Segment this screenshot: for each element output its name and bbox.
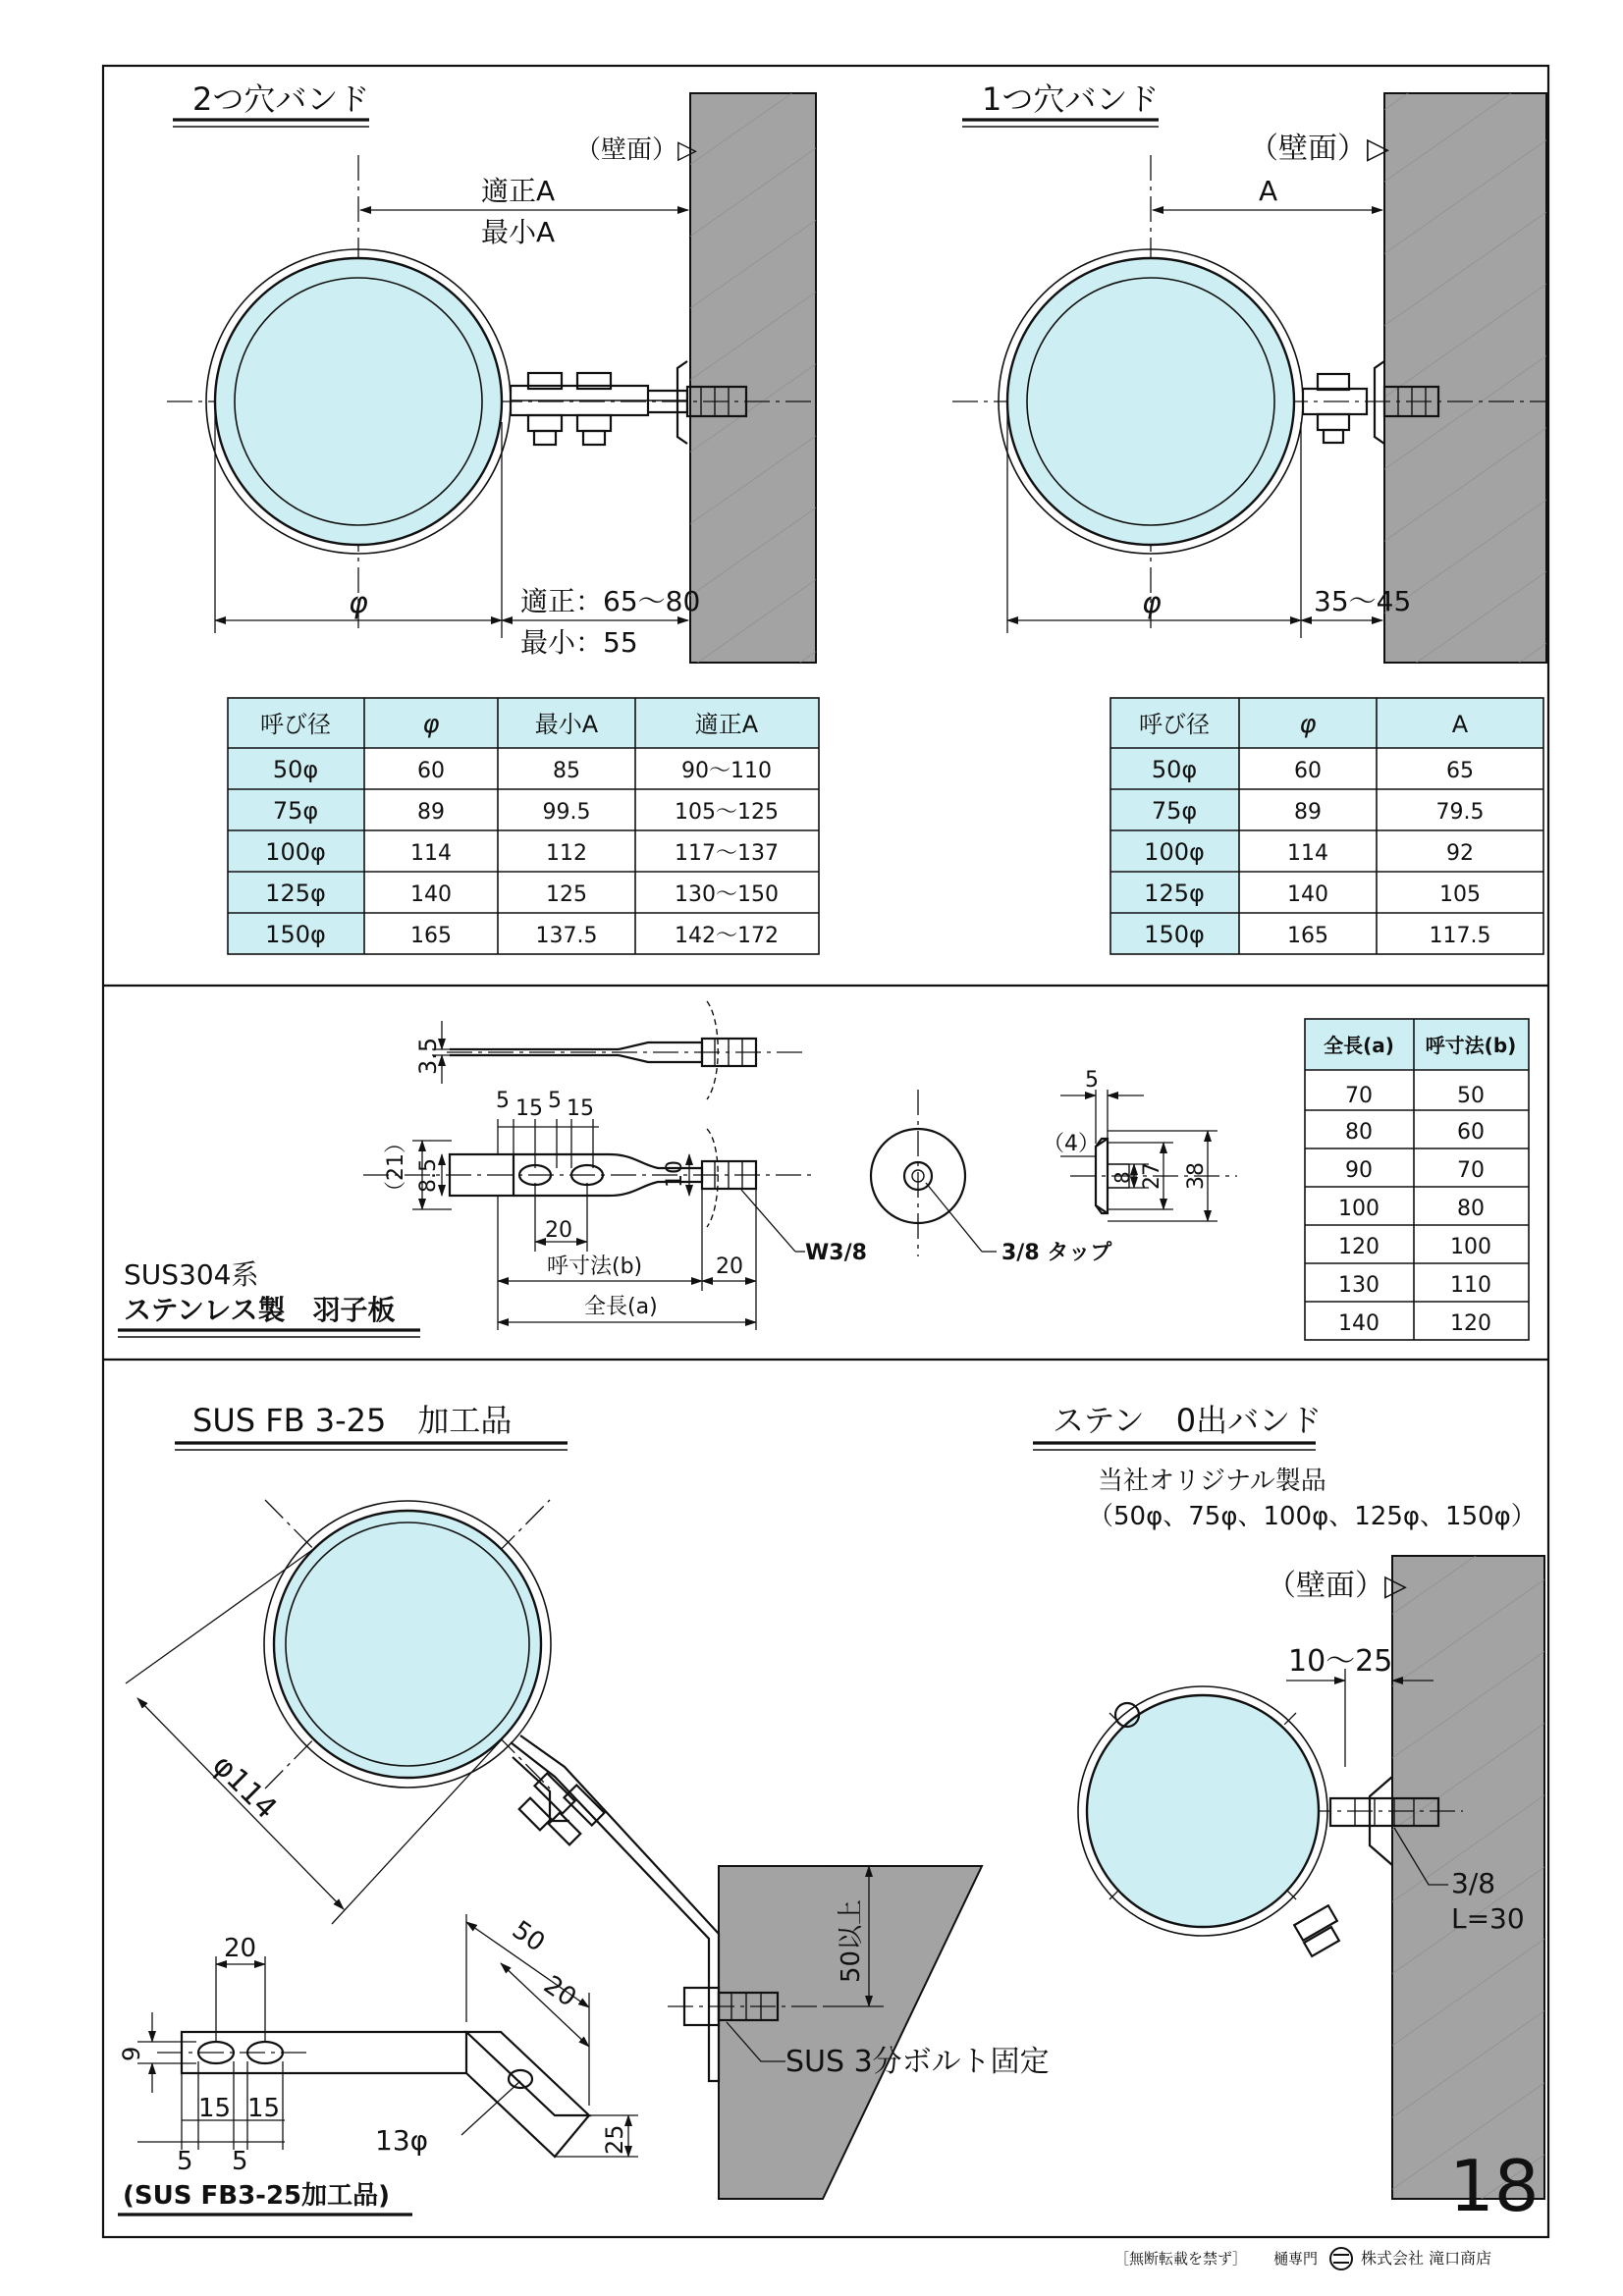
- one-hole-dim-a: A: [1259, 175, 1278, 207]
- wing-cell: 50: [1457, 1084, 1485, 1108]
- one-hole-cell: 105: [1439, 882, 1481, 907]
- one-hole-phi: φ: [1142, 586, 1162, 620]
- one-hole-cell: 150φ: [1144, 921, 1205, 948]
- two-hole-dim-a1: 適正A: [481, 175, 556, 207]
- zero-bolt-1: 3/8: [1451, 1867, 1496, 1899]
- wing-cell: 120: [1450, 1311, 1491, 1336]
- wing-tap: 3/8 タップ: [1001, 1241, 1112, 1265]
- one-hole-th-0: 呼び径: [1139, 711, 1210, 738]
- two-hole-gap1: 適正：65～80: [520, 585, 701, 617]
- wing-d-5b: 5: [548, 1089, 562, 1113]
- two-hole-cell: 60: [417, 759, 445, 783]
- one-hole-cell: 50φ: [1151, 756, 1198, 783]
- one-hole-cell: 65: [1446, 759, 1474, 783]
- fb-bolt: SUS 3分ボルト固定: [785, 2045, 1050, 2079]
- zero-band-drawing: [1033, 1402, 1544, 2199]
- wing-d-20b: 20: [716, 1255, 743, 1279]
- one-hole-cell: 165: [1287, 924, 1328, 948]
- one-hole-cell: 140: [1287, 882, 1328, 907]
- wing-material-1: SUS304系: [124, 1258, 259, 1291]
- one-hole-th-1: φ: [1299, 710, 1317, 739]
- fb-d20: 20: [224, 1934, 257, 1963]
- fb-d5a: 5: [177, 2147, 193, 2176]
- fb-pipe: [274, 1511, 541, 1778]
- two-hole-pipe: [215, 258, 502, 545]
- fb-caption: (SUS FB3-25加工品): [123, 2181, 391, 2211]
- two-hole-cell: 140: [410, 882, 452, 907]
- wing-plate-drawing: [118, 1001, 1529, 1340]
- fb-d15a: 15: [198, 2094, 232, 2123]
- fb-title: SUS FB 3-25 加工品: [192, 1402, 513, 1439]
- two-hole-cell: 130～150: [675, 882, 779, 907]
- wing-d-15a: 15: [515, 1096, 543, 1121]
- one-hole-gap: 35～45: [1314, 585, 1412, 617]
- wing-cell: 60: [1457, 1120, 1485, 1145]
- fb-drawing: [118, 1402, 1050, 2215]
- wing-cell: 80: [1457, 1197, 1485, 1221]
- two-hole-cell: 89: [417, 800, 445, 825]
- wing-n27: 27: [1140, 1162, 1164, 1190]
- two-hole-cell: 125: [546, 882, 587, 907]
- wing-th-0: 全長(a): [1324, 1034, 1394, 1057]
- one-hole-band-drawing: [952, 80, 1546, 954]
- two-hole-cell: 112: [546, 841, 587, 866]
- wing-n8: 8: [1110, 1171, 1134, 1184]
- wing-n4: （4）: [1043, 1132, 1100, 1156]
- two-hole-cell: 165: [410, 924, 452, 948]
- fb-d13: 13φ: [375, 2124, 429, 2157]
- wing-d-35: 3.5: [414, 1037, 442, 1075]
- two-hole-cell: 142～172: [675, 924, 779, 948]
- one-hole-table: [1110, 698, 1543, 954]
- fb-d50b: 50: [506, 1915, 551, 1958]
- wing-w38: W3/8: [805, 1241, 867, 1265]
- zero-wall-label: （壁面）▷: [1267, 1569, 1408, 1603]
- footer-specialty: 樋専門: [1273, 2250, 1319, 2268]
- one-hole-th-2: A: [1451, 711, 1469, 738]
- zero-pipe: [1087, 1695, 1319, 1927]
- two-hole-cell: 75φ: [272, 797, 319, 825]
- wing-cell: 70: [1345, 1084, 1373, 1108]
- wing-cell: 110: [1450, 1273, 1491, 1298]
- wing-cell: 90: [1345, 1158, 1373, 1183]
- two-hole-gap2: 最小：55: [520, 626, 638, 659]
- two-hole-dim-a2: 最小A: [481, 216, 556, 248]
- wing-d-15b: 15: [567, 1096, 594, 1121]
- wing-d-85: 8.5: [416, 1158, 441, 1193]
- one-hole-wall-label: （壁面）▷: [1249, 132, 1390, 166]
- two-hole-th-0: 呼び径: [260, 711, 331, 738]
- one-hole-cell: 117.5: [1429, 924, 1491, 948]
- zero-title: ステン 0出バンド: [1053, 1402, 1323, 1439]
- wing-cell: 80: [1345, 1120, 1373, 1145]
- footer-notice: ［無断転載を禁ず］: [1114, 2250, 1248, 2268]
- two-hole-band-drawing: [167, 80, 819, 954]
- two-hole-th-2: 最小A: [534, 711, 599, 738]
- one-hole-cell: 92: [1446, 841, 1474, 866]
- wing-cell: 140: [1338, 1311, 1380, 1336]
- one-hole-cell: 60: [1294, 759, 1322, 783]
- wing-n5: 5: [1085, 1068, 1099, 1093]
- wing-cell: 130: [1338, 1273, 1380, 1298]
- one-hole-cell: 125φ: [1144, 880, 1205, 907]
- fb-d50: 50以上: [837, 1898, 866, 1983]
- company-logo-icon: [1330, 2248, 1352, 2269]
- fb-d15b: 15: [247, 2094, 281, 2123]
- two-hole-cell: 50φ: [272, 756, 319, 783]
- two-hole-cell: 105～125: [675, 800, 779, 825]
- two-hole-cell: 99.5: [542, 800, 591, 825]
- zero-note-2: （50φ、75φ、100φ、125φ、150φ）: [1088, 1502, 1537, 1531]
- one-hole-cell: 100φ: [1144, 838, 1205, 866]
- wing-d-10: 10: [663, 1160, 687, 1188]
- one-hole-cell: 79.5: [1435, 800, 1485, 825]
- two-hole-cell: 100φ: [265, 838, 326, 866]
- wing-th-1: 呼寸法(b): [1425, 1034, 1517, 1057]
- zero-gap: 10～25: [1288, 1644, 1393, 1679]
- two-hole-cell: 90～110: [681, 759, 772, 783]
- zero-note-1: 当社オリジナル製品: [1098, 1467, 1326, 1496]
- footer: [1114, 2248, 1491, 2269]
- one-hole-pipe: [1007, 258, 1294, 545]
- wing-n38: 38: [1184, 1162, 1209, 1190]
- wing-cell: 120: [1338, 1235, 1380, 1259]
- two-hole-cell: 117～137: [675, 841, 779, 866]
- two-hole-cell: 125φ: [265, 880, 326, 907]
- footer-company: 株式会社 滝口商店: [1361, 2249, 1492, 2268]
- two-hole-th-1: φ: [422, 710, 440, 739]
- two-hole-cell: 114: [410, 841, 452, 866]
- wing-d-21: （21）: [384, 1132, 408, 1202]
- two-hole-cell: 137.5: [535, 924, 598, 948]
- fb-phi114: φ114: [205, 1747, 284, 1827]
- fb-d25: 25: [601, 2124, 628, 2155]
- zero-bolt-2: L=30: [1451, 1902, 1525, 1935]
- two-hole-title: 2つ穴バンド: [192, 80, 370, 118]
- wing-material-2: ステンレス製 羽子板: [124, 1294, 396, 1326]
- fb-d20b: 20: [537, 1970, 582, 2013]
- fb-d9: 9: [118, 2046, 145, 2061]
- page-number: 18: [1449, 2145, 1540, 2227]
- two-hole-table: [228, 698, 819, 954]
- two-hole-wall-label: （壁面）▷: [575, 135, 697, 165]
- wing-d-20: 20: [545, 1218, 572, 1243]
- two-hole-cell: 150φ: [265, 921, 326, 948]
- one-hole-title: 1つ穴バンド: [982, 80, 1160, 118]
- one-hole-cell: 114: [1287, 841, 1328, 866]
- fb-d5b: 5: [232, 2147, 248, 2176]
- two-hole-cell: 85: [553, 759, 580, 783]
- one-hole-cell: 89: [1294, 800, 1322, 825]
- one-hole-cell: 75φ: [1151, 797, 1198, 825]
- two-hole-th-3: 適正A: [694, 711, 759, 738]
- wing-d-b: 呼寸法(b): [547, 1255, 643, 1279]
- wing-cell: 100: [1338, 1197, 1380, 1221]
- two-hole-phi: φ: [349, 586, 368, 620]
- wing-cell: 100: [1450, 1235, 1491, 1259]
- wing-table: [1305, 1019, 1529, 1340]
- wing-cell: 70: [1457, 1158, 1485, 1183]
- wing-d-5a: 5: [496, 1089, 510, 1113]
- wing-d-a: 全長(a): [584, 1295, 658, 1319]
